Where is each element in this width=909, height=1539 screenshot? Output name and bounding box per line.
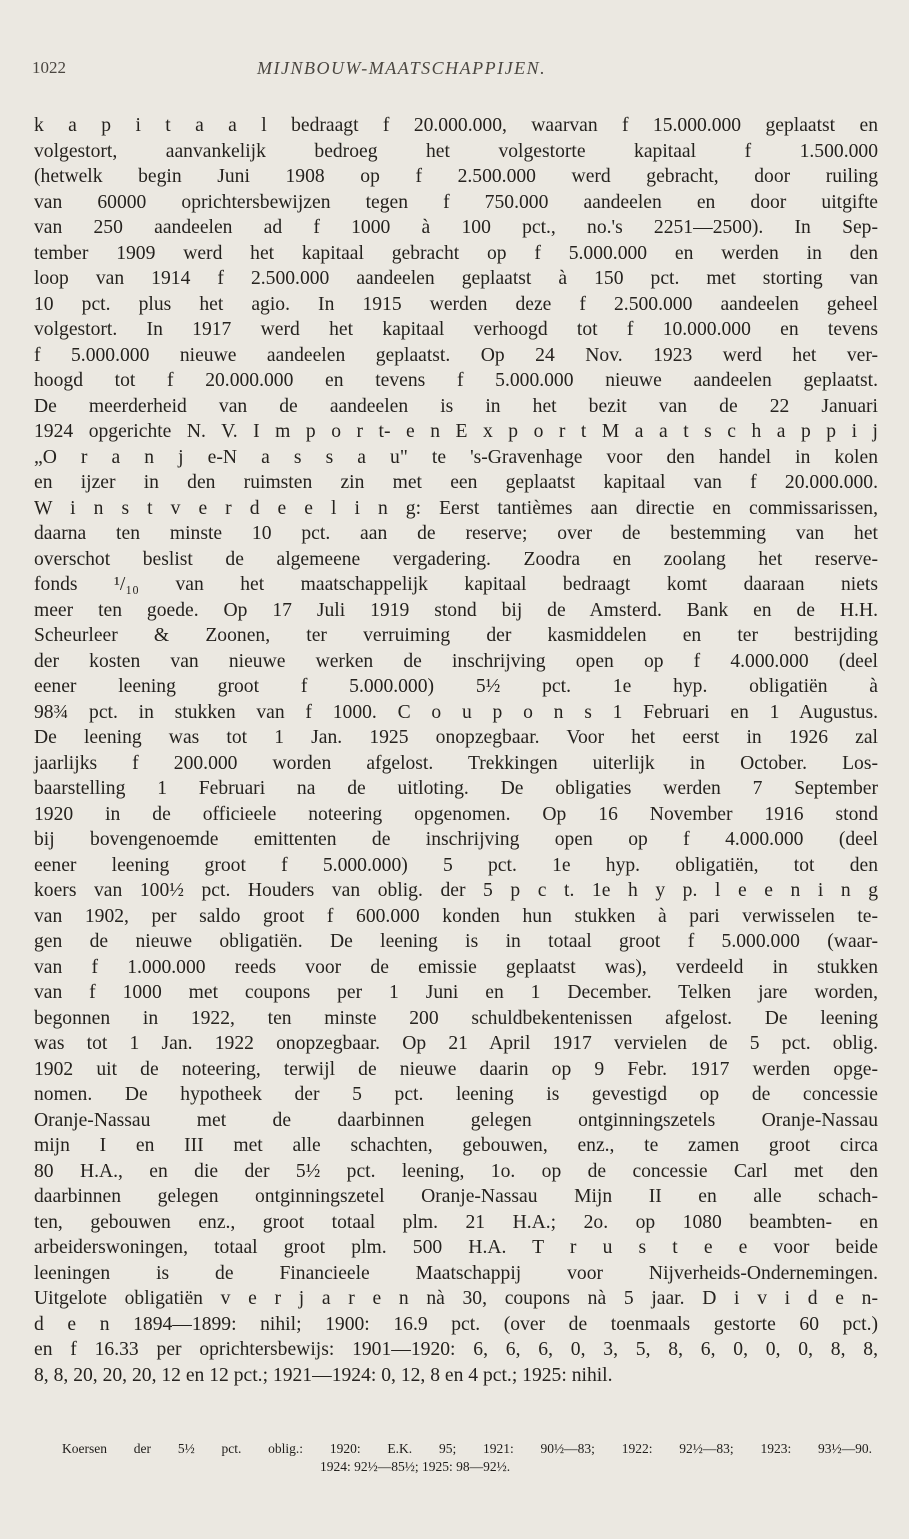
body-line: nomen. De hypotheek der 5 pct. leening is gevestigd op de concessie — [34, 1084, 878, 1105]
body-line: en ijzer in den ruimsten zin met een geplaatst kapitaal van f 20.000.000. — [34, 472, 878, 493]
body-line: meer ten goede. Op 17 Juli 1919 stond bij de Amsterd. Bank en de H.H. — [34, 599, 878, 621]
body-line: ten, gebouwen enz., groot totaal plm. 21 H.A.; 2o. op 1080 beambten- en — [34, 1211, 878, 1233]
body-line: Uitgelote obligatiën v e r j a r e n nà 30, coupons nà 5 jaar. D i v i d e n- — [34, 1288, 878, 1309]
body-line: volgestort. In 1917 werd het kapitaal verhoogd tot f 10.000.000 en tevens — [34, 319, 878, 340]
body-line: fonds ¹/₁₀ van het maatschappelijk kapitaal bedraagt komt daaraan niets — [34, 574, 878, 595]
body-line: Scheurleer & Zoonen, ter verruiming der kasmiddelen en ter bestrijding — [34, 625, 878, 646]
body-line: De leening was tot 1 Jan. 1925 onopzegbaar. Voor het eerst in 1926 zal — [34, 727, 878, 748]
body-line: en f 16.33 per oprichtersbewijs: 1901—1920: 6, 6, 6, 0, 3, 5, 8, 6, 0, 0, 0, 8, 8, — [34, 1339, 878, 1360]
body-line: (hetwelk begin Juni 1908 op f 2.500.000 werd gebracht, door ruiling — [34, 166, 878, 187]
body-line: baarstelling 1 Februari na de uitloting. De obligaties werden 7 September — [34, 778, 878, 799]
body-line: daarbinnen gelegen ontginningszetel Oranje-Nassau Mijn II en alle schach- — [34, 1186, 878, 1207]
body-line: 1902 uit de noteering, terwijl de nieuwe daarin op 9 Febr. 1917 werden opge- — [34, 1058, 878, 1080]
body-line: W i n s t v e r d e e l i n g: Eerst tantièmes aan directie en commissarissen, — [34, 497, 878, 519]
body-line: 98¾ pct. in stukken van f 1000. C o u p o n s 1 Februari en 1 Augustus. — [34, 701, 878, 723]
body-line: daarna ten minste 10 pct. aan de reserve; over de bestemming van het — [34, 523, 878, 544]
body-line: mijn I en III met alle schachten, gebouwen, enz., te zamen groot circa — [34, 1135, 878, 1156]
body-line: loop van 1914 f 2.500.000 aandeelen geplaatst à 150 pct. met storting van — [34, 268, 878, 289]
footnote-line: 1924: 92½—85½; 1925: 98—92½. — [320, 1459, 511, 1474]
body-line: arbeiderswoningen, totaal groot plm. 500 H.A. T r u s t e e voor beide — [34, 1237, 878, 1258]
body-line: was tot 1 Jan. 1922 onopzegbaar. Op 21 April 1917 vervielen de 5 pct. oblig. — [34, 1033, 878, 1054]
body-line: van f 1000 met coupons per 1 Juni en 1 December. Telken jare worden, — [34, 982, 878, 1003]
body-line: k a p i t a a l bedraagt f 20.000.000, waarvan f 15.000.000 geplaatst en — [34, 115, 878, 136]
body-line: 10 pct. plus het agio. In 1915 werden deze f 2.500.000 aandeelen geheel — [34, 293, 878, 315]
page-header — [32, 58, 877, 88]
body-line: Oranje-Nassau met de daarbinnen gelegen ontginningszetels Oranje-Nassau — [34, 1109, 878, 1131]
body-line: tember 1909 werd het kapitaal gebracht op f 5.000.000 en werden in den — [34, 242, 878, 264]
running-title: MIJNBOUW-MAATSCHAPPIJEN. — [257, 58, 547, 78]
body-line: jaarlijks f 200.000 worden afgelost. Trekkingen uiterlijk in October. Los- — [34, 752, 878, 774]
body-line: bij bovengenoemde emittenten de inschrijving open op f 4.000.000 (deel — [34, 829, 878, 850]
body-line: leeningen is de Financieele Maatschappij voor Nijverheids-Ondernemingen. — [34, 1262, 878, 1284]
page-number: 1022 — [32, 58, 66, 77]
body-line: gen de nieuwe obligatiën. De leening is in totaal groot f 5.000.000 (waar- — [34, 931, 878, 952]
body-line: koers van 100½ pct. Houders van oblig. der 5 p c t. 1e h y p. l e e n i n g — [34, 880, 878, 901]
body-line: f 5.000.000 nieuwe aandeelen geplaatst. Op 24 Nov. 1923 werd het ver- — [34, 344, 878, 366]
body-line: hoogd tot f 20.000.000 en tevens f 5.000.000 nieuwe aandeelen geplaatst. — [34, 370, 878, 391]
body-line: van f 1.000.000 reeds voor de emissie geplaatst was), verdeeld in stukken — [34, 956, 878, 978]
body-text — [34, 113, 878, 1388]
body-line: overschot beslist de algemeene vergadering. Zoodra en zoolang het reserve- — [34, 548, 878, 570]
body-line: 1924 opgerichte N. V. I m p o r t- e n E x p o r t M a a t s c h a p p i j — [34, 421, 878, 442]
body-line: eener leening groot f 5.000.000) 5 pct. 1e hyp. obligatiën, tot den — [34, 854, 878, 876]
body-line: d e n 1894—1899: nihil; 1900: 16.9 pct. (over de toenmaals gestorte 60 pct.) — [34, 1313, 878, 1335]
body-line: van 1902, per saldo groot f 600.000 konden hun stukken à pari verwisselen te- — [34, 905, 878, 927]
body-line: eener leening groot f 5.000.000) 5½ pct. 1e hyp. obligatiën à — [34, 676, 878, 697]
footnote-quotations — [62, 1440, 872, 1476]
body-line: begonnen in 1922, ten minste 200 schuldbekentenissen afgelost. De leening — [34, 1007, 878, 1029]
body-line: 8, 8, 20, 20, 20, 12 en 12 pct.; 1921—1924: 0, 12, 8 en 4 pct.; 1925: nihil. — [34, 1364, 613, 1386]
body-line: „O r a n j e-N a s s a u" te 's-Gravenhage voor den handel in kolen — [34, 446, 878, 468]
body-line: 80 H.A., en die der 5½ pct. leening, 1o. op de concessie Carl met den — [34, 1160, 878, 1182]
body-line: De meerderheid van de aandeelen is in het bezit van de 22 Januari — [34, 395, 878, 417]
footnote-line: Koersen der 5½ pct. oblig.: 1920: E.K. 95; 1921: 90½—83; 1922: 92½—83; 1923: 93½—90. — [62, 1441, 872, 1456]
body-line: der kosten van nieuwe werken de inschrijving open op f 4.000.000 (deel — [34, 650, 878, 672]
body-line: 1920 in de officieele noteering opgenomen. Op 16 November 1916 stond — [34, 803, 878, 825]
body-line: van 60000 oprichtersbewijzen tegen f 750.000 aandeelen en door uitgifte — [34, 191, 878, 213]
body-line: van 250 aandeelen ad f 1000 à 100 pct., no.'s 2251—2500). In Sep- — [34, 217, 878, 238]
body-line: volgestort, aanvankelijk bedroeg het volgestorte kapitaal f 1.500.000 — [34, 140, 878, 162]
